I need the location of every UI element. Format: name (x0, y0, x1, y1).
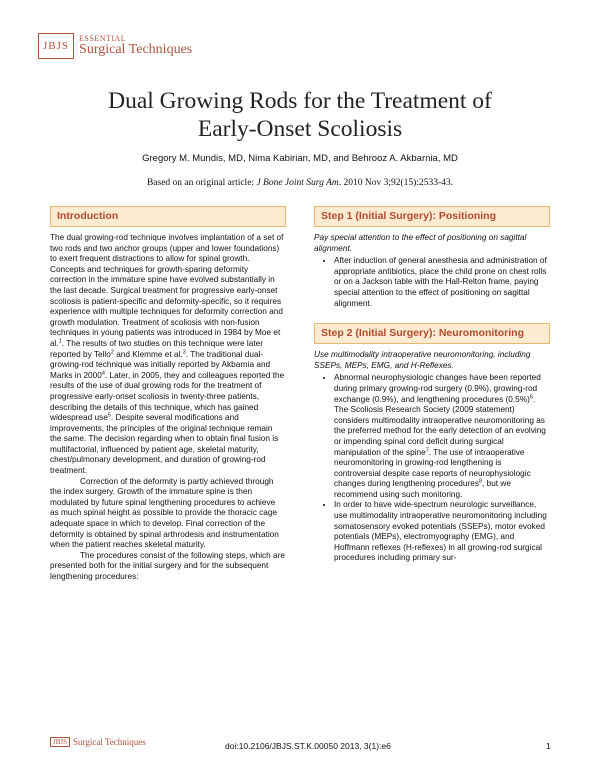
footer-logo-text: Surgical Techniques (73, 737, 146, 747)
right-column (314, 206, 550, 564)
step1-bullet-1: • After induction of general anesthesia and administration of appropriate antibiotics, place the child prone on chest rolls or on a Jackson table with the Hall-Relton frame, paying special attention to the effect of positioning on sagittal alignment. (334, 256, 550, 309)
step2-list (314, 373, 550, 564)
intro-paragraph-1: The dual growing-rod technique involves implantation of a set of two rods and two anchor groups (upper and lower foundations) to exert frequent distractions to allow for spinal growth. Concepts and techniques for growth-sparing deformity correction in the immature spine have evolved substantially in the last decade. Surgical treatment for progressive early-onset scoliosis is patient-specific and deformity-specific, so it requires experience with multiple techniques for deformity correction and growth modulation. Treatment of scoliosis with non-fusion techniques in young patients was introduced in 1984 by Moe et al.$^1$. The results of two studies on this technique were later reported by Tello$^2$ and Klemme et al.$^3$. The traditional dual-growing-rod technique was initially reported by Akbarnia and Marks in 2000$^4$. Later, in 2005, they and colleagues reported the results of the use of dual growing rods for the treatment of progressive early-onset scoliosis in twenty-three patients, describing the details of this technique, which has gained widespread use$^5$. Despite several modifications and improvements, the principles of the original technique remain the same. The decision regarding when to obtain final fusion is multifactorial, influenced by patient age, skeletal maturity, chest/pulmonary development, and duration of growing-rod treatment. (50, 233, 285, 476)
authors: Gregory M. Mundis, MD, Nima Kabirian, MD, and Behrooz A. Akbarnia, MD (142, 153, 458, 164)
step1-heading: Step 1 (Initial Surgery): Positioning (314, 206, 550, 227)
introduction-heading: Introduction (50, 206, 286, 227)
based-journal: J Bone Joint Surg Am (256, 178, 339, 188)
doi-line: doi:10.2106/JBJS.ST.K.00050 2013, 3(1):e6 (225, 741, 391, 751)
logo-bottom-text: Surgical Techniques (79, 42, 193, 57)
step1-lead: Pay special attention to the effect of positioning on sagittal alignment. (314, 233, 527, 253)
journal-logo (38, 33, 192, 59)
step2-heading: Step 2 (Initial Surgery): Neuromonitoring (314, 323, 550, 344)
logo-text (74, 33, 192, 59)
step1-list (314, 256, 550, 309)
step2-lead: Use multimodality intraoperative neuromonitoring, including SSEPs, MEPs, EMG, and H-Reflexes. (314, 350, 531, 370)
step2-bullet-2: • In order to have wide-spectrum neurologic surveillance, use multimodality intraoperative neuromonitoring including somatosensory evoked potentials (SSEPs), motor evoked potentials (MEPs), electromyography (EMG), and Hoffmann reflexes (H-reflexes) in all growing-rod surgical procedures including primary sur- (334, 500, 550, 564)
based-on-line (40, 178, 560, 188)
intro-paragraph-2: Correction of the deformity is partly achieved through the index surgery. Growth of the immature spine is then modulated by future spinal lengthening procedures to achieve as much spinal height as possible to provide the thoracic cage adequate space in which to develop. Final correction of the deformity is obtained by spinal arthrodesis and instrumentation when the patient reaches skeletal maturity. (50, 476, 279, 550)
title-line-1: Dual Growing Rods for the Treatment of (108, 88, 492, 114)
step2-bullet-1: • Abnormal neurophysiologic changes have been reported during primary growing-rod surgery (0.9%), growing-rod exchange (0.9%), and lengthening procedures $(0.5\%)^6$. The Scoliosis Research Society (2009 statement) considers multimodality intraoperative neuromonitoring as the preferred method for the early detection of an evolving or impending spinal cord deficit during surgical manipulation of the spine$^7$. The use of intraoperative neuromonitoring in growing-rod lengthening is controversial despite case reports of neurophysiologic changes during lengthening procedures$^8$, but we recommend using such monitoring. (334, 373, 550, 500)
page-number: 1 (546, 741, 551, 751)
left-column (50, 206, 286, 583)
logo-top-text: ESSENTIAL (79, 34, 127, 43)
footer-logo (50, 737, 146, 747)
intro-paragraph-3: The procedures consist of the following steps, which are presented both for the initial surgery and for the subsequent lengthening procedures: (50, 550, 285, 581)
title-line-2: Early-Onset Scoliosis (197, 116, 403, 142)
footer-logo-box: JBJS (50, 737, 70, 747)
logo-box: JBJS (38, 33, 74, 59)
based-suffix: . 2010 Nov 3;92(15):2533-43. (338, 178, 454, 188)
article-title (40, 87, 560, 143)
based-prefix: Based on an original article: (146, 178, 257, 188)
